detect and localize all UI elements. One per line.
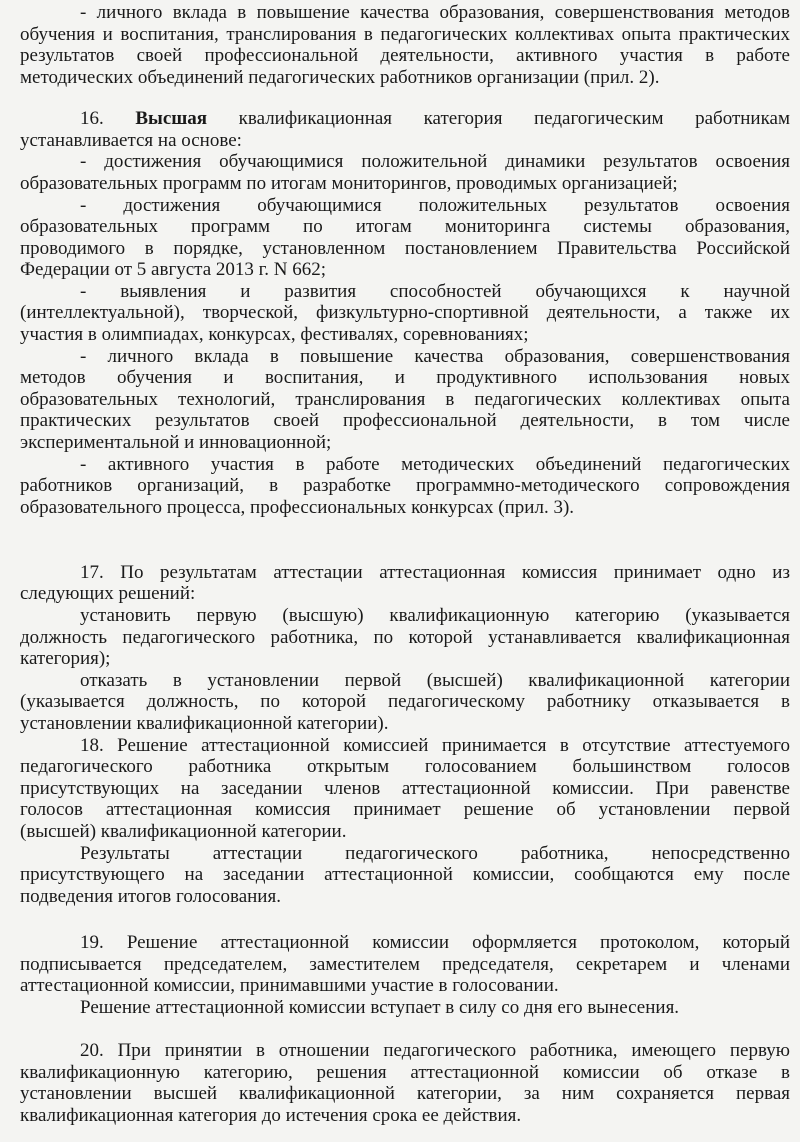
text-line: 18. Решение аттестационной комиссией принимается в отсутствие аттестуемого: [80, 735, 790, 756]
text-line: 17. По результатам аттестации аттестационная комиссия принимает одно из: [80, 562, 790, 583]
text-line: - активного участия в работе методических объединений педагогических: [80, 454, 790, 475]
text-line: экспериментальной и инновационной;: [20, 432, 332, 453]
text-line: отказать в установлении первой (высшей) квалификационной категории: [80, 670, 790, 691]
text-line: образовательных технологий, транслирования в педагогических коллективах опыта: [20, 389, 790, 410]
text-line: 20. При принятии в отношении педагогического работника, имеющего первую: [80, 1040, 790, 1061]
text-line: Решение аттестационной комиссии вступает в силу со дня его вынесения.: [80, 997, 680, 1018]
text-line: проводимого в порядке, установленном постановлением Правительства Российской: [20, 238, 790, 259]
text-line: результатов своей профессиональной деятельности, активного участия в работе: [20, 45, 790, 66]
text-line: практических результатов своей профессиональной деятельности, в том числе: [20, 410, 790, 431]
section-number: 16.: [80, 108, 104, 129]
text-line: квалификационную категорию, решения аттестационной комиссии об отказе в: [20, 1062, 790, 1083]
text-line: образовательных программ по итогам мониторинга системы образования,: [20, 216, 790, 237]
section-16-heading: [80, 108, 790, 130]
text-line: голосов аттестационная комиссия принимает решение об установлении первой: [20, 799, 790, 820]
text-line: методов обучения и воспитания, и продуктивного использования новых: [20, 367, 790, 388]
text-line: Результаты аттестации педагогического работника, непосредственно: [80, 843, 790, 864]
text-line: образовательных программ по итогам мониторингов, проводимых организацией;: [20, 173, 678, 194]
text-line: присутствующих на заседании членов аттестационной комиссии. При равенстве: [20, 778, 790, 799]
text-line: присутствующего на заседании аттестационной комиссии, сообщаются ему после: [20, 864, 790, 885]
text-line: работников организаций, в разработке программно-методического сопровождения: [20, 475, 790, 496]
text-line: должность педагогического работника, по которой устанавливается квалификационная: [20, 627, 790, 648]
text-line: (интеллектуальной), творческой, физкультурно-спортивной деятельности, а также их: [20, 302, 790, 323]
text-line: методических объединений педагогических работников организации (прил. 2).: [20, 67, 660, 88]
text-line: 19. Решение аттестационной комиссии оформляется протоколом, который: [80, 932, 790, 953]
text-line: - достижения обучающимися положительных результатов освоения: [80, 195, 790, 216]
text-line: обучения и воспитания, транслирования в педагогических коллективах опыта практических: [20, 24, 790, 45]
text-line: установить первую (высшую) квалификационную категорию (указывается: [80, 605, 790, 626]
text-line: Федерации от 5 августа 2013 г. N 662;: [20, 259, 327, 280]
text-line: установлении высшей квалификационной категории, за ним сохраняется первая: [20, 1083, 790, 1104]
text-line: следующих решений:: [20, 583, 196, 604]
text-line: установлении квалификационной категории).: [20, 713, 389, 734]
text-line: категория);: [20, 648, 111, 669]
text-line: подведения итогов голосования.: [20, 886, 281, 907]
text-line: подписывается председателем, заместителем председателя, секретарем и членами: [20, 954, 790, 975]
text-line: (указывается должность, по которой педагогическому работнику отказывается в: [20, 691, 790, 712]
text-line: устанавливается на основе:: [20, 130, 242, 151]
text-line: (высшей) квалификационной категории.: [20, 821, 347, 842]
text-line: - выявления и развития способностей обучающихся к научной: [80, 281, 790, 302]
text-line: участия в олимпиадах, конкурсах, фестивалях, соревнованиях;: [20, 324, 529, 345]
text-line: - личного вклада в повышение качества образования, совершенствования методов: [80, 2, 790, 23]
text-fragment: квалификационная категория педагогическим работникам: [207, 108, 791, 129]
text-line: - личного вклада в повышение качества образования, совершенствования: [80, 346, 790, 367]
text-line: образовательного процесса, профессиональных конкурсах (прил. 3).: [20, 497, 575, 518]
bold-term: Высшая: [135, 108, 208, 129]
text-line: квалификационная категория до истечения срока ее действия.: [20, 1105, 522, 1126]
text-line: - достижения обучающимися положительной динамики результатов освоения: [80, 151, 790, 172]
text-line: аттестационной комиссии, принимавшими участие в голосовании.: [20, 975, 559, 996]
text-line: педагогического работника открытым голосованием большинством голосов: [20, 756, 790, 777]
